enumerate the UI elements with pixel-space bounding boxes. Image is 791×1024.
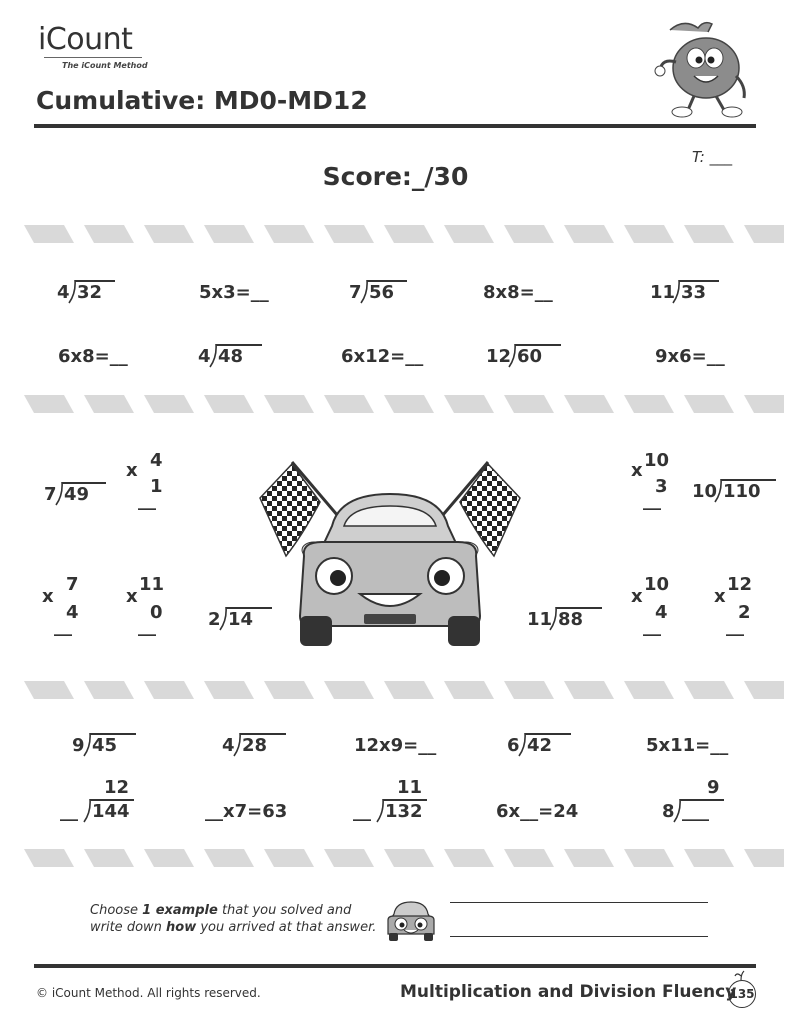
division-bracket — [83, 732, 91, 757]
division-bracket — [672, 279, 680, 304]
race-car-icon — [252, 456, 532, 652]
score-label: Score:_/30 — [322, 162, 469, 191]
answer-line[interactable] — [450, 902, 708, 903]
logo-tagline: The iCount Method — [62, 61, 148, 70]
division-vinculum — [90, 799, 134, 801]
division-vinculum — [240, 733, 286, 735]
division-bracket — [55, 481, 63, 506]
stripe-divider — [24, 849, 784, 867]
multiplication-problem: 5x3=__ — [199, 282, 269, 303]
multiplication-problem: 8x8=__ — [483, 282, 553, 303]
division-bracket — [714, 478, 722, 503]
division-vinculum — [680, 799, 724, 801]
division-bracket — [549, 606, 557, 631]
division-vinculum — [75, 280, 115, 282]
division-bracket — [68, 279, 76, 304]
multiplication-problem: 6x__=24 — [496, 801, 579, 822]
division-vinculum — [679, 280, 719, 282]
apple-mascot-icon — [650, 16, 756, 120]
logo: iCount — [38, 22, 133, 57]
stripe-divider — [24, 225, 784, 243]
division-vinculum — [525, 733, 571, 735]
multiplication-problem: 6x8=__ — [58, 346, 128, 367]
footer-title: Multiplication and Division Fluency — [400, 982, 737, 1002]
multiplication-problem: 5x11=__ — [646, 735, 729, 756]
page-title: Cumulative: MD0-MD12 — [36, 86, 368, 115]
header-rule — [34, 124, 756, 128]
stripe-divider — [24, 395, 784, 413]
division-bracket — [508, 343, 516, 368]
division-vinculum — [216, 344, 262, 346]
answer-line[interactable] — [450, 936, 708, 937]
division-vinculum — [383, 799, 427, 801]
division-bracket — [233, 732, 241, 757]
copyright: © iCount Method. All rights reserved. — [36, 986, 261, 1000]
page-number: 135 — [728, 980, 756, 1008]
division-bracket — [376, 798, 384, 823]
division-vinculum — [556, 607, 602, 609]
time-label: T: ___ — [692, 148, 733, 166]
division-bracket — [83, 798, 91, 823]
division-vinculum — [367, 280, 407, 282]
division-bracket — [360, 279, 368, 304]
division-bracket — [209, 343, 217, 368]
logo-underline — [44, 57, 142, 58]
division-vinculum — [90, 733, 136, 735]
small-car-icon — [382, 896, 440, 942]
multiplication-problem: 12x9=__ — [354, 735, 437, 756]
stripe-divider — [24, 681, 784, 699]
division-bracket — [673, 798, 681, 823]
reflection-prompt: Choose 1 example that you solved and write down how you arrived at that answer. — [90, 903, 377, 935]
multiplication-problem: __x7=63 — [205, 801, 288, 822]
multiplication-problem: 9x6=__ — [655, 346, 725, 367]
footer-rule — [34, 964, 756, 968]
division-bracket — [518, 732, 526, 757]
multiplication-problem: 6x12=__ — [341, 346, 424, 367]
division-vinculum — [515, 344, 561, 346]
division-vinculum — [62, 482, 106, 484]
division-vinculum — [721, 479, 776, 481]
division-bracket — [219, 606, 227, 631]
